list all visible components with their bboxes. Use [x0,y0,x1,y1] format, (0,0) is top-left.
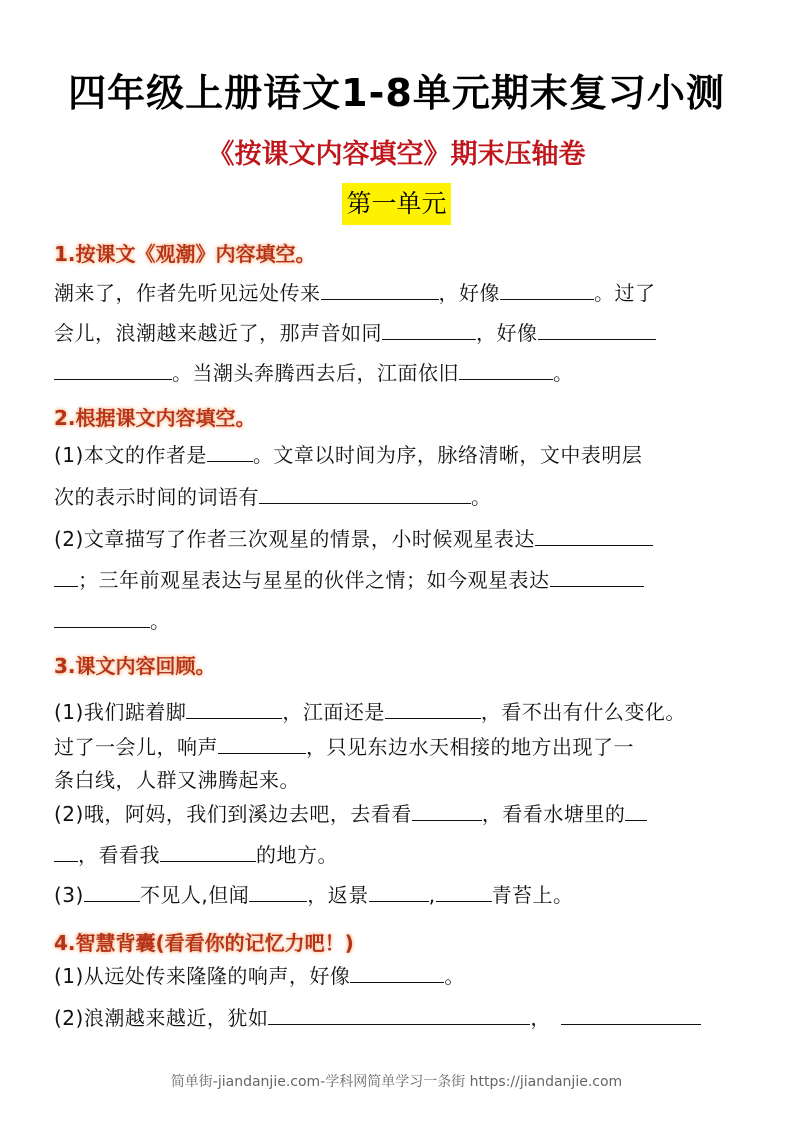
text: 次的表示时间的词语有 [54,485,259,509]
text: ，只见东边水天相接的地方出现了一 [306,735,634,759]
text: 。当潮头奔腾西去后，江面依旧 [172,361,459,385]
text: 过了一会儿，响声 [54,735,218,759]
blank[interactable] [538,319,656,340]
blank[interactable] [249,881,307,902]
text: ，看不出有什么变化。 [480,700,686,724]
text: 不见人,但闻 [139,883,250,907]
blank[interactable] [160,841,256,862]
blank[interactable] [350,962,444,983]
text: (2)文章描写了作者三次观星的情景，小时候观星表达 [54,527,535,551]
text: ，看看水塘里的 [481,802,626,826]
text: 。 [553,361,574,385]
blank[interactable] [550,566,644,587]
blank[interactable] [54,359,172,380]
blank[interactable] [500,279,594,300]
text: (3) [54,883,84,907]
text: 条白线，人群又沸腾起来。 [54,768,300,792]
section-2-line-2 [54,483,492,511]
text: 潮来了，作者先听见远处传来 [54,281,321,305]
text: ，好像 [438,281,500,305]
text: 。 [150,609,171,633]
page-title: 四年级上册语文1-8单元期末复习小测 [68,71,725,115]
text: (1)本文的作者是 [54,443,207,467]
text: , [428,883,436,907]
blank[interactable] [561,1004,701,1025]
section-2-line-3 [54,525,653,553]
text: (1)从远处传来隆隆的响声，好像 [54,964,351,988]
text: (2)浪潮越来越近，犹如 [54,1006,269,1030]
text: (1)我们踮着脚 [54,700,187,724]
text: (2)哦，阿妈，我们到溪边去吧，去看看 [54,802,412,826]
section-3-line-5 [54,841,338,869]
blank[interactable] [625,800,647,821]
text: 的地方。 [256,843,338,867]
blank[interactable] [436,881,492,902]
text: ，江面还是 [282,700,385,724]
blank[interactable] [535,525,653,546]
section-3-line-6 [54,881,574,909]
section-4-line-2 [54,1004,701,1032]
blank[interactable] [54,566,78,587]
section-3-line-4 [54,800,647,828]
blank[interactable] [382,319,476,340]
text: 。过了 [594,281,656,305]
text: 会儿，浪潮越来越近了，那声音如同 [54,321,382,345]
section-4-heading: 4.智慧背囊(看看你的记忆力吧！) [54,931,354,955]
text: 。 [471,485,492,509]
unit-label-wrap [0,183,793,225]
blank[interactable] [186,698,282,719]
section-1-heading: 1.按课文《观潮》内容填空。 [54,242,316,266]
section-4-line-1 [54,962,465,990]
text: 青苔上。 [491,883,574,907]
section-3-line-3 [54,766,300,794]
blank[interactable] [321,279,439,300]
blank[interactable] [207,441,253,462]
page-footer: 简单街-jiandanjie.com-学科网简单学习一条街 https://jiandanjie.com [170,1074,623,1090]
section-1-line-2 [54,319,656,347]
blank[interactable] [84,881,140,902]
text: ，看看我 [78,843,160,867]
section-3-line-2 [54,733,634,761]
section-3-heading: 3.课文内容回顾。 [54,654,216,678]
section-2-heading: 2.根据课文内容填空。 [54,406,256,430]
blank[interactable] [459,359,553,380]
text: 。文章以时间为序，脉络清晰，文中表明层 [252,443,643,467]
blank[interactable] [385,698,481,719]
text: ；三年前观星表达与星星的伙伴之情；如今观星表达 [78,568,550,592]
page-subtitle: 《按课文内容填空》期末压轴卷 [207,139,586,170]
section-1-line-3 [54,359,574,387]
text: ，好像 [476,321,538,345]
blank[interactable] [412,800,482,821]
blank[interactable] [259,483,471,504]
section-3-line-1 [54,698,686,726]
blank[interactable] [369,881,429,902]
section-2-line-4 [54,566,644,594]
text: ，返景 [307,883,369,907]
blank[interactable] [54,607,150,628]
unit-label: 第一单元 [342,183,450,225]
section-1-line-1 [54,279,656,307]
section-2-line-1 [54,441,642,469]
text: ， [530,1006,551,1030]
text: 。 [444,964,465,988]
blank[interactable] [268,1004,530,1025]
section-2-line-5 [54,607,171,635]
blank[interactable] [54,841,78,862]
blank[interactable] [218,733,306,754]
